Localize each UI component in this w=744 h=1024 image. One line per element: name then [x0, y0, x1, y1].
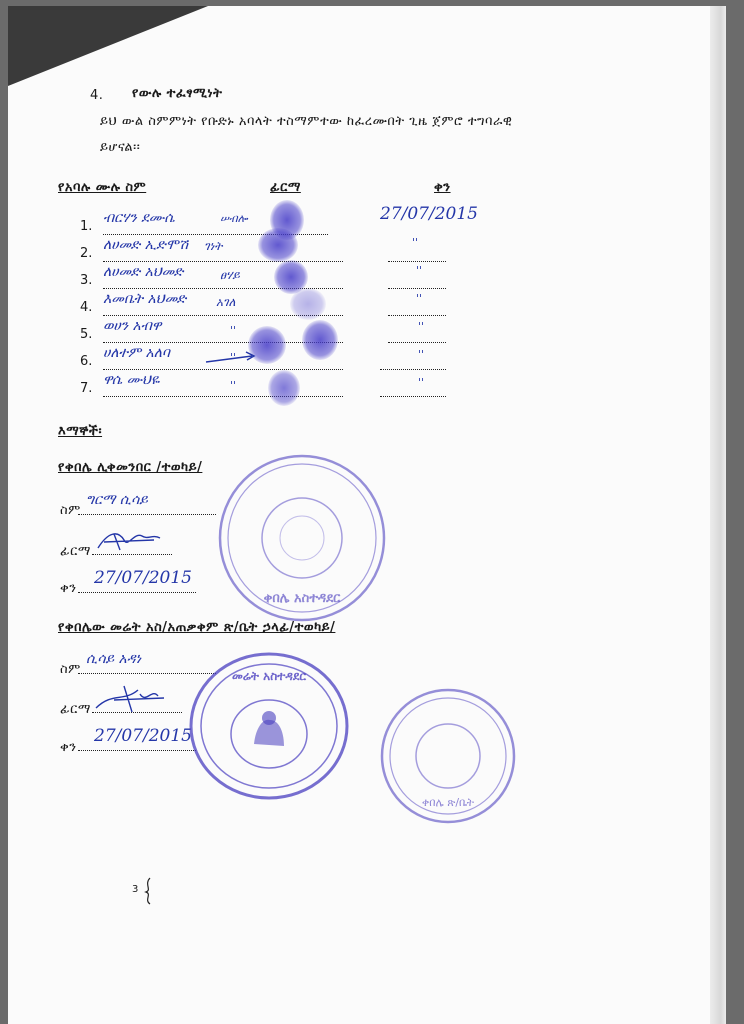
member-name: ወሀን አብዋ	[103, 318, 162, 334]
member-name: ለሀመድ ኢድሞሽ	[103, 237, 189, 253]
page-edge-shadow	[710, 6, 726, 1024]
member-name: ለሀመድ አህመድ	[103, 264, 184, 280]
member-name: ዋሴ ሙህዬ	[103, 372, 160, 388]
member-date: ''	[418, 348, 425, 361]
receiver2-name-value: ሲሳይ አዳነ	[86, 651, 142, 667]
member-signature: ፀሃይ	[220, 268, 240, 282]
member-date: ''	[412, 236, 419, 249]
witnesses-heading: እማኞች፡	[58, 424, 103, 439]
arrow-mark	[204, 348, 264, 368]
member-date: ''	[418, 376, 425, 389]
stamp3-text: ቀበሌ ጽ/ቤት	[421, 796, 475, 809]
receiver2-heading: የቀበሌው መሬት አስ/አጠቃቀም ጽ/ቤት ኃላፊ/ተወካይ/	[58, 620, 336, 635]
receiver2-signature-label: ፊርማ	[60, 702, 91, 717]
member-signature: ገነት	[204, 239, 223, 253]
member-name: ሀለተም አለባ	[103, 345, 170, 361]
receiver1-signature-scribble	[94, 526, 164, 556]
stamp-office	[378, 686, 518, 826]
header-full-name: የአባሉ ሙሉ ስም	[58, 180, 147, 195]
member-date: ''	[416, 264, 423, 277]
receiver1-signature-label: ፊርማ	[60, 544, 91, 559]
member-name: ብርሃን ደሙሴ	[103, 210, 175, 226]
row-number: 2.	[80, 246, 93, 261]
folded-corner	[8, 6, 208, 86]
receiver2-date-label: ቀን	[60, 740, 77, 755]
row-number: 3.	[80, 273, 93, 288]
member-signature: ሠብሎ	[220, 212, 248, 225]
section-number: 4.	[90, 88, 104, 103]
member-signature: ''	[230, 324, 237, 337]
thumbprint	[290, 288, 326, 320]
stamp2-text: መሬት አስተዳደር	[231, 669, 307, 683]
stamp-kebele	[214, 450, 390, 626]
header-signature: ፊርማ	[270, 180, 301, 195]
receiver2-name-label: ስም	[60, 662, 81, 677]
receiver2-signature-scribble	[94, 682, 174, 716]
stamp-land-office	[184, 646, 354, 802]
document-page	[8, 6, 726, 1024]
member-date: ''	[418, 320, 425, 333]
stamp1-text: ቀበሌ አስተዳደር	[263, 591, 341, 606]
member-signature: አገለ	[216, 295, 236, 309]
header-date: ቀን	[434, 180, 451, 195]
page-number: 3	[132, 884, 139, 895]
thumbprint	[258, 228, 298, 262]
member-name: እመቤት አህመድ	[103, 291, 187, 307]
receiver2-date-value: 27/07/2015	[94, 726, 192, 746]
thumbprint	[302, 320, 338, 360]
row-number: 4.	[80, 300, 93, 315]
receiver1-name-label: ስም	[60, 503, 81, 518]
thumbprint	[268, 370, 300, 406]
paragraph-line-1: ይህ ውል ስምምነት የቡድኑ አባላት ተስማምተው ከፈረሙበት ጊዜ ጀምሮ ተግባራዊ	[100, 114, 513, 129]
paragraph-line-2: ይሆናል፡፡	[100, 140, 141, 155]
receiver1-date-value: 27/07/2015	[94, 568, 192, 588]
row-number: 5.	[80, 327, 93, 342]
receiver1-heading: የቀበሌ ሊቀመንበር /ተወካይ/	[58, 460, 203, 475]
receiver1-date-label: ቀን	[60, 581, 77, 596]
member-signature: ''	[230, 351, 237, 364]
member-date: ''	[416, 292, 423, 305]
member-signature: ''	[230, 379, 237, 392]
row-number: 6.	[80, 354, 93, 369]
section-heading: የውሉ ተፈፃሚነት	[132, 86, 223, 101]
row-number: 1.	[80, 219, 93, 234]
row-number: 7.	[80, 381, 93, 396]
page-number-bracket	[142, 876, 154, 906]
member-date: 27/07/2015	[380, 204, 478, 224]
receiver1-name-value: ግርማ ሲሳይ	[86, 492, 148, 508]
